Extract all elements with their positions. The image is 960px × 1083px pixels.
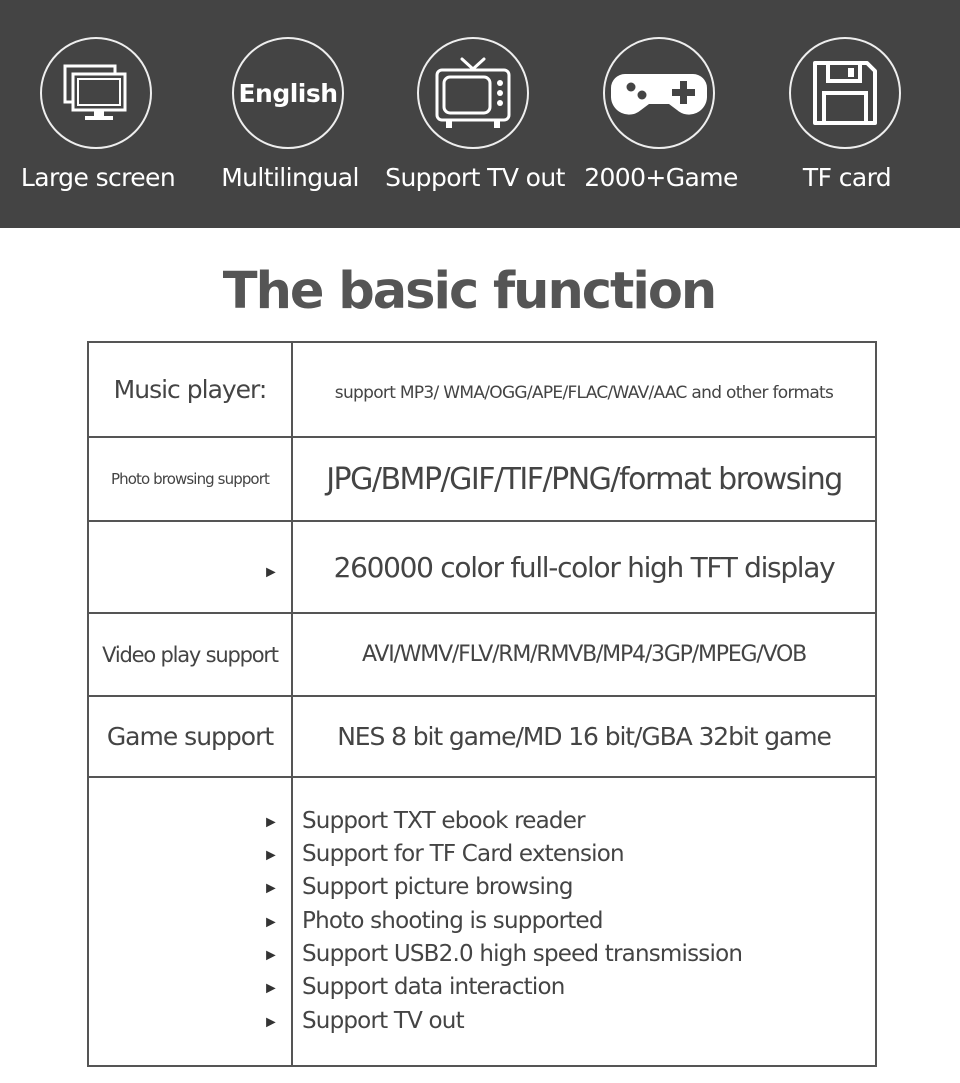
list-item-text: Support for TF Card extension	[302, 841, 624, 867]
bullet-arrow-icon: ►	[263, 947, 279, 964]
feature-label: Support TV out	[385, 163, 565, 192]
row-label: Video play support	[102, 642, 278, 667]
table-row	[89, 343, 875, 438]
feature-label: Large screen	[20, 163, 176, 192]
monitor-icon	[63, 64, 129, 122]
list-item	[89, 908, 875, 938]
list-item-text: Support TXT ebook reader	[302, 808, 585, 834]
list-item	[89, 874, 875, 904]
gamepad-icon	[611, 68, 707, 118]
list-item-text: Support USB2.0 high speed transmission	[302, 941, 743, 967]
bullet-arrow-icon: ►	[263, 914, 279, 931]
bullet-arrow-icon: ►	[263, 880, 279, 897]
list-item-text: Photo shooting is supported	[302, 908, 603, 934]
row-value: support MP3/ WMA/OGG/APE/FLAC/WAV/AAC and other formats	[334, 382, 834, 403]
bullet-arrow-icon: ►	[263, 814, 279, 831]
list-item	[89, 974, 875, 1004]
list-item-text: Support data interaction	[302, 974, 565, 1000]
feature-label: TF card	[802, 163, 892, 192]
section-title: The basic function	[222, 262, 716, 321]
table-row	[89, 614, 875, 697]
list-item-text: Support TV out	[302, 1008, 464, 1034]
list-item	[89, 1008, 875, 1038]
bullet-arrow-icon: ►	[263, 564, 279, 581]
bullet-arrow-icon: ►	[263, 1014, 279, 1031]
table-row-extra-features	[89, 778, 875, 1065]
row-label: Music player:	[113, 375, 267, 404]
list-item	[89, 808, 875, 838]
feature-banner	[0, 0, 960, 228]
row-value: NES 8 bit game/MD 16 bit/GBA 32bit game	[337, 722, 831, 751]
bullet-arrow-icon: ►	[263, 847, 279, 864]
table-row	[89, 438, 875, 522]
row-value: 260000 color full-color high TFT display	[333, 550, 835, 584]
feature-label: 2000+Game	[584, 163, 738, 192]
language-icon	[232, 37, 344, 149]
feature-multilingual	[195, 37, 385, 207]
feature-tv-out	[380, 37, 570, 207]
table-row	[89, 522, 875, 614]
tv-icon	[434, 55, 512, 131]
feature-tf-card	[752, 37, 942, 207]
feature-games	[566, 37, 756, 207]
row-label: Game support	[106, 722, 274, 751]
bullet-arrow-icon: ►	[263, 980, 279, 997]
row-value: JPG/BMP/GIF/TIF/PNG/format browsing	[326, 461, 842, 497]
feature-circle	[789, 37, 901, 149]
floppy-disk-icon	[812, 60, 878, 126]
function-table	[87, 341, 877, 1067]
table-row	[89, 697, 875, 778]
feature-circle	[603, 37, 715, 149]
list-item	[89, 941, 875, 971]
list-item	[89, 841, 875, 871]
row-label: Photo browsing support	[111, 470, 269, 488]
feature-circle	[417, 37, 529, 149]
feature-circle	[40, 37, 152, 149]
list-item-text: Support picture browsing	[302, 874, 573, 900]
row-value: AVI/WMV/FLV/RM/RMVB/MP4/3GP/MPEG/VOB	[361, 642, 807, 667]
feature-large-screen	[3, 37, 193, 207]
language-icon-text: English	[238, 78, 338, 108]
feature-label: Multilingual	[221, 163, 359, 192]
